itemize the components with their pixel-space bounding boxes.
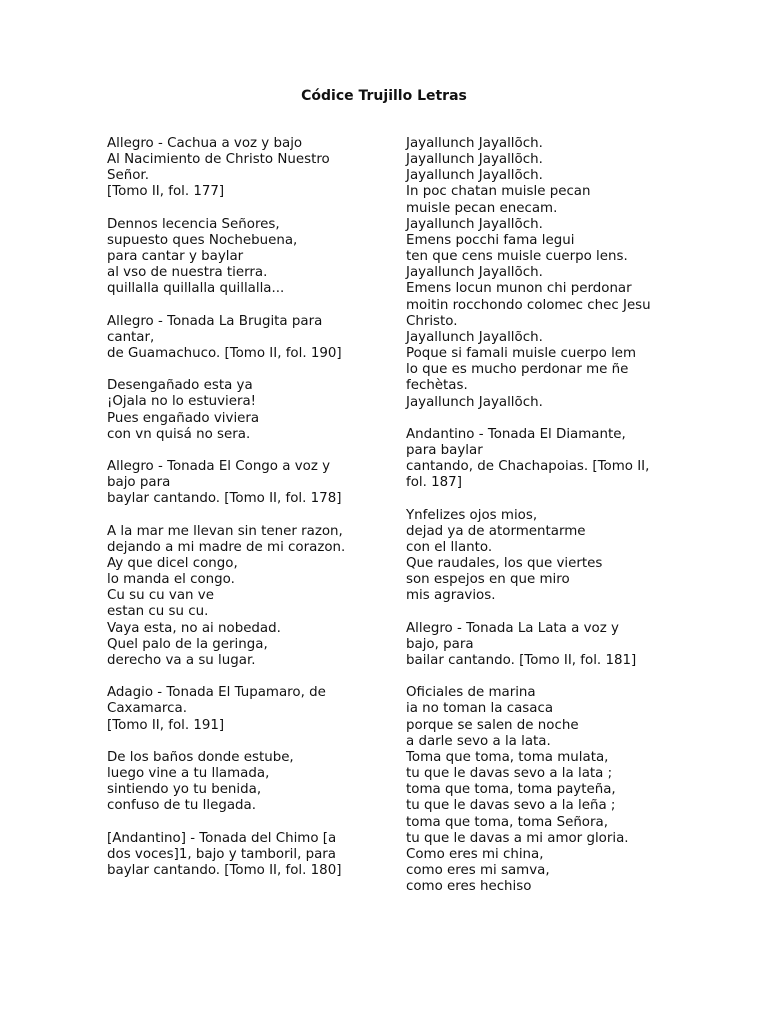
text-line: de Guamachuco. [Tomo II, fol. 190]	[107, 346, 342, 361]
text-line: ¡Ojala no lo estuviera!	[107, 394, 257, 410]
text-line: Ay que dicel congo,	[107, 555, 238, 571]
text-line: moitin rocchondo colomec chec Jesu	[406, 297, 651, 313]
text-line: porque se salen de noche	[406, 717, 579, 733]
text-line: Dennos lecencia Señores,	[107, 216, 280, 232]
text-line: bajo para	[107, 475, 171, 491]
text-line: Que raudales, los que viertes	[406, 556, 603, 572]
text-line: A la mar me llevan sin tener razon,	[107, 523, 343, 539]
text-line: sintiendo yo tu benida,	[107, 782, 262, 798]
text-line: ia no toman la casaca	[406, 701, 554, 717]
text-stanza	[406, 621, 696, 669]
text-line: confuso de tu llegada.	[107, 798, 257, 814]
text-stanza	[406, 136, 696, 411]
text-line: Poque si famali muisle cuerpo lem	[406, 346, 637, 362]
text-line: Allegro - Tonada El Congo a voz y	[107, 459, 331, 475]
text-line: para cantar y baylar	[107, 249, 244, 265]
text-line: Jayallunch Jayallõch.	[406, 394, 543, 410]
text-line: Desengañado esta ya	[107, 378, 253, 394]
text-line: toma que toma, toma Señora,	[406, 814, 608, 830]
text-line: tu que le davas a mi amor gloria.	[406, 830, 629, 846]
text-stanza	[107, 524, 382, 669]
text-stanza	[107, 217, 382, 298]
text-stanza	[107, 314, 382, 362]
text-line: muisle pecan enecam.	[406, 200, 558, 216]
text-line: Jayallunch Jayallõch.	[406, 168, 543, 184]
text-line: dejad ya de atormentarme	[406, 523, 586, 539]
right-text-column	[406, 136, 696, 911]
text-line: In poc chatan muisle pecan	[406, 184, 591, 200]
text-stanza	[107, 685, 382, 733]
text-line: Jayallunch Jayallõch.	[406, 152, 543, 168]
text-line: tu que le davas sevo a la lata ;	[406, 766, 613, 782]
text-line: bajo, para	[406, 636, 474, 652]
text-line: derecho va a su lugar.	[107, 652, 256, 668]
text-stanza	[107, 831, 382, 879]
text-stanza	[107, 459, 382, 507]
text-line: De los baños donde estube,	[107, 749, 294, 765]
text-line: Allegro - Cachua a voz y bajo	[107, 136, 303, 151]
text-stanza	[406, 685, 696, 895]
text-line: como eres mi samva,	[406, 862, 550, 878]
text-line: con vn quisá no sera.	[107, 426, 251, 442]
text-line: [Tomo II, fol. 177]	[107, 184, 225, 200]
text-stanza	[107, 378, 382, 443]
text-stanza	[406, 427, 696, 492]
text-line: [Tomo II, fol. 191]	[107, 717, 225, 733]
text-line: estan cu su cu.	[107, 604, 209, 620]
text-line: luego vine a tu llamada,	[107, 765, 270, 781]
page-title: Códice Trujillo Letras	[301, 88, 467, 104]
text-line: Emens pocchi fama legui	[406, 232, 575, 248]
text-line: Jayallunch Jayallõch.	[406, 136, 543, 151]
text-line: Toma que toma, toma mulata,	[406, 749, 609, 765]
text-line: Pues engañado viviera	[107, 410, 260, 426]
text-line: Allegro - Tonada La Brugita para	[107, 313, 323, 329]
text-line: Como eres mi china,	[406, 846, 544, 862]
text-line: para baylar	[406, 442, 483, 458]
text-stanza	[107, 136, 382, 201]
text-line: cantando, de Chachapoias. [Tomo II,	[406, 459, 650, 475]
text-line: Jayallunch Jayallõch.	[406, 329, 543, 345]
text-stanza	[406, 508, 696, 605]
left-text-column	[107, 136, 382, 895]
text-line: Vaya esta, no ai nobedad.	[107, 620, 281, 636]
text-line: Caxamarca.	[107, 701, 187, 717]
text-line: Oficiales de marina	[406, 685, 536, 701]
text-line: Allegro - Tonada La Lata a voz y	[406, 620, 619, 636]
text-line: Cu su cu van ve	[107, 588, 214, 604]
text-line: baylar cantando. [Tomo II, fol. 180]	[107, 862, 342, 878]
text-line: fechètas.	[406, 378, 468, 394]
text-line: dos voces]1, bajo y tamboril, para	[107, 846, 337, 862]
text-line: Al Nacimiento de Christo Nuestro	[107, 152, 330, 168]
text-line: mis agravios.	[406, 588, 496, 604]
text-stanza	[107, 750, 382, 815]
text-line: Ynfelizes ojos mios,	[406, 507, 538, 523]
text-line: tu que le davas sevo a la leña ;	[406, 798, 616, 814]
text-line: son espejos en que miro	[406, 572, 570, 588]
text-line: ten que cens muisle cuerpo lens.	[406, 249, 628, 265]
text-line: al vso de nuestra tierra.	[107, 265, 268, 281]
text-line: supuesto ques Nochebuena,	[107, 232, 298, 248]
text-line: fol. 187]	[406, 475, 462, 491]
text-line: quillalla quillalla quillalla...	[107, 281, 285, 297]
text-line: Emens locun munon chi perdonar	[406, 281, 632, 297]
text-line: Andantino - Tonada El Diamante,	[406, 426, 626, 442]
text-line: Quel palo de la geringa,	[107, 636, 268, 652]
text-line: como eres hechiso	[406, 879, 532, 895]
text-line: toma que toma, toma payteña,	[406, 782, 616, 798]
text-line: cantar,	[107, 329, 155, 345]
text-line: Señor.	[107, 168, 149, 184]
text-line: Jayallunch Jayallõch.	[406, 265, 543, 281]
text-line: con el llanto.	[406, 539, 493, 555]
text-line: Christo.	[406, 313, 458, 329]
text-line: dejando a mi madre de mi corazon.	[107, 539, 346, 555]
text-line: baylar cantando. [Tomo II, fol. 178]	[107, 491, 342, 507]
text-line: Jayallunch Jayallõch.	[406, 216, 543, 232]
text-line: [Andantino] - Tonada del Chimo [a	[107, 830, 337, 846]
text-line: Adagio - Tonada El Tupamaro, de	[107, 685, 326, 701]
text-line: bailar cantando. [Tomo II, fol. 181]	[406, 652, 637, 668]
text-line: lo que es mucho perdonar me ñe	[406, 362, 629, 378]
text-line: lo manda el congo.	[107, 572, 235, 588]
text-line: a darle sevo a la lata.	[406, 733, 551, 749]
